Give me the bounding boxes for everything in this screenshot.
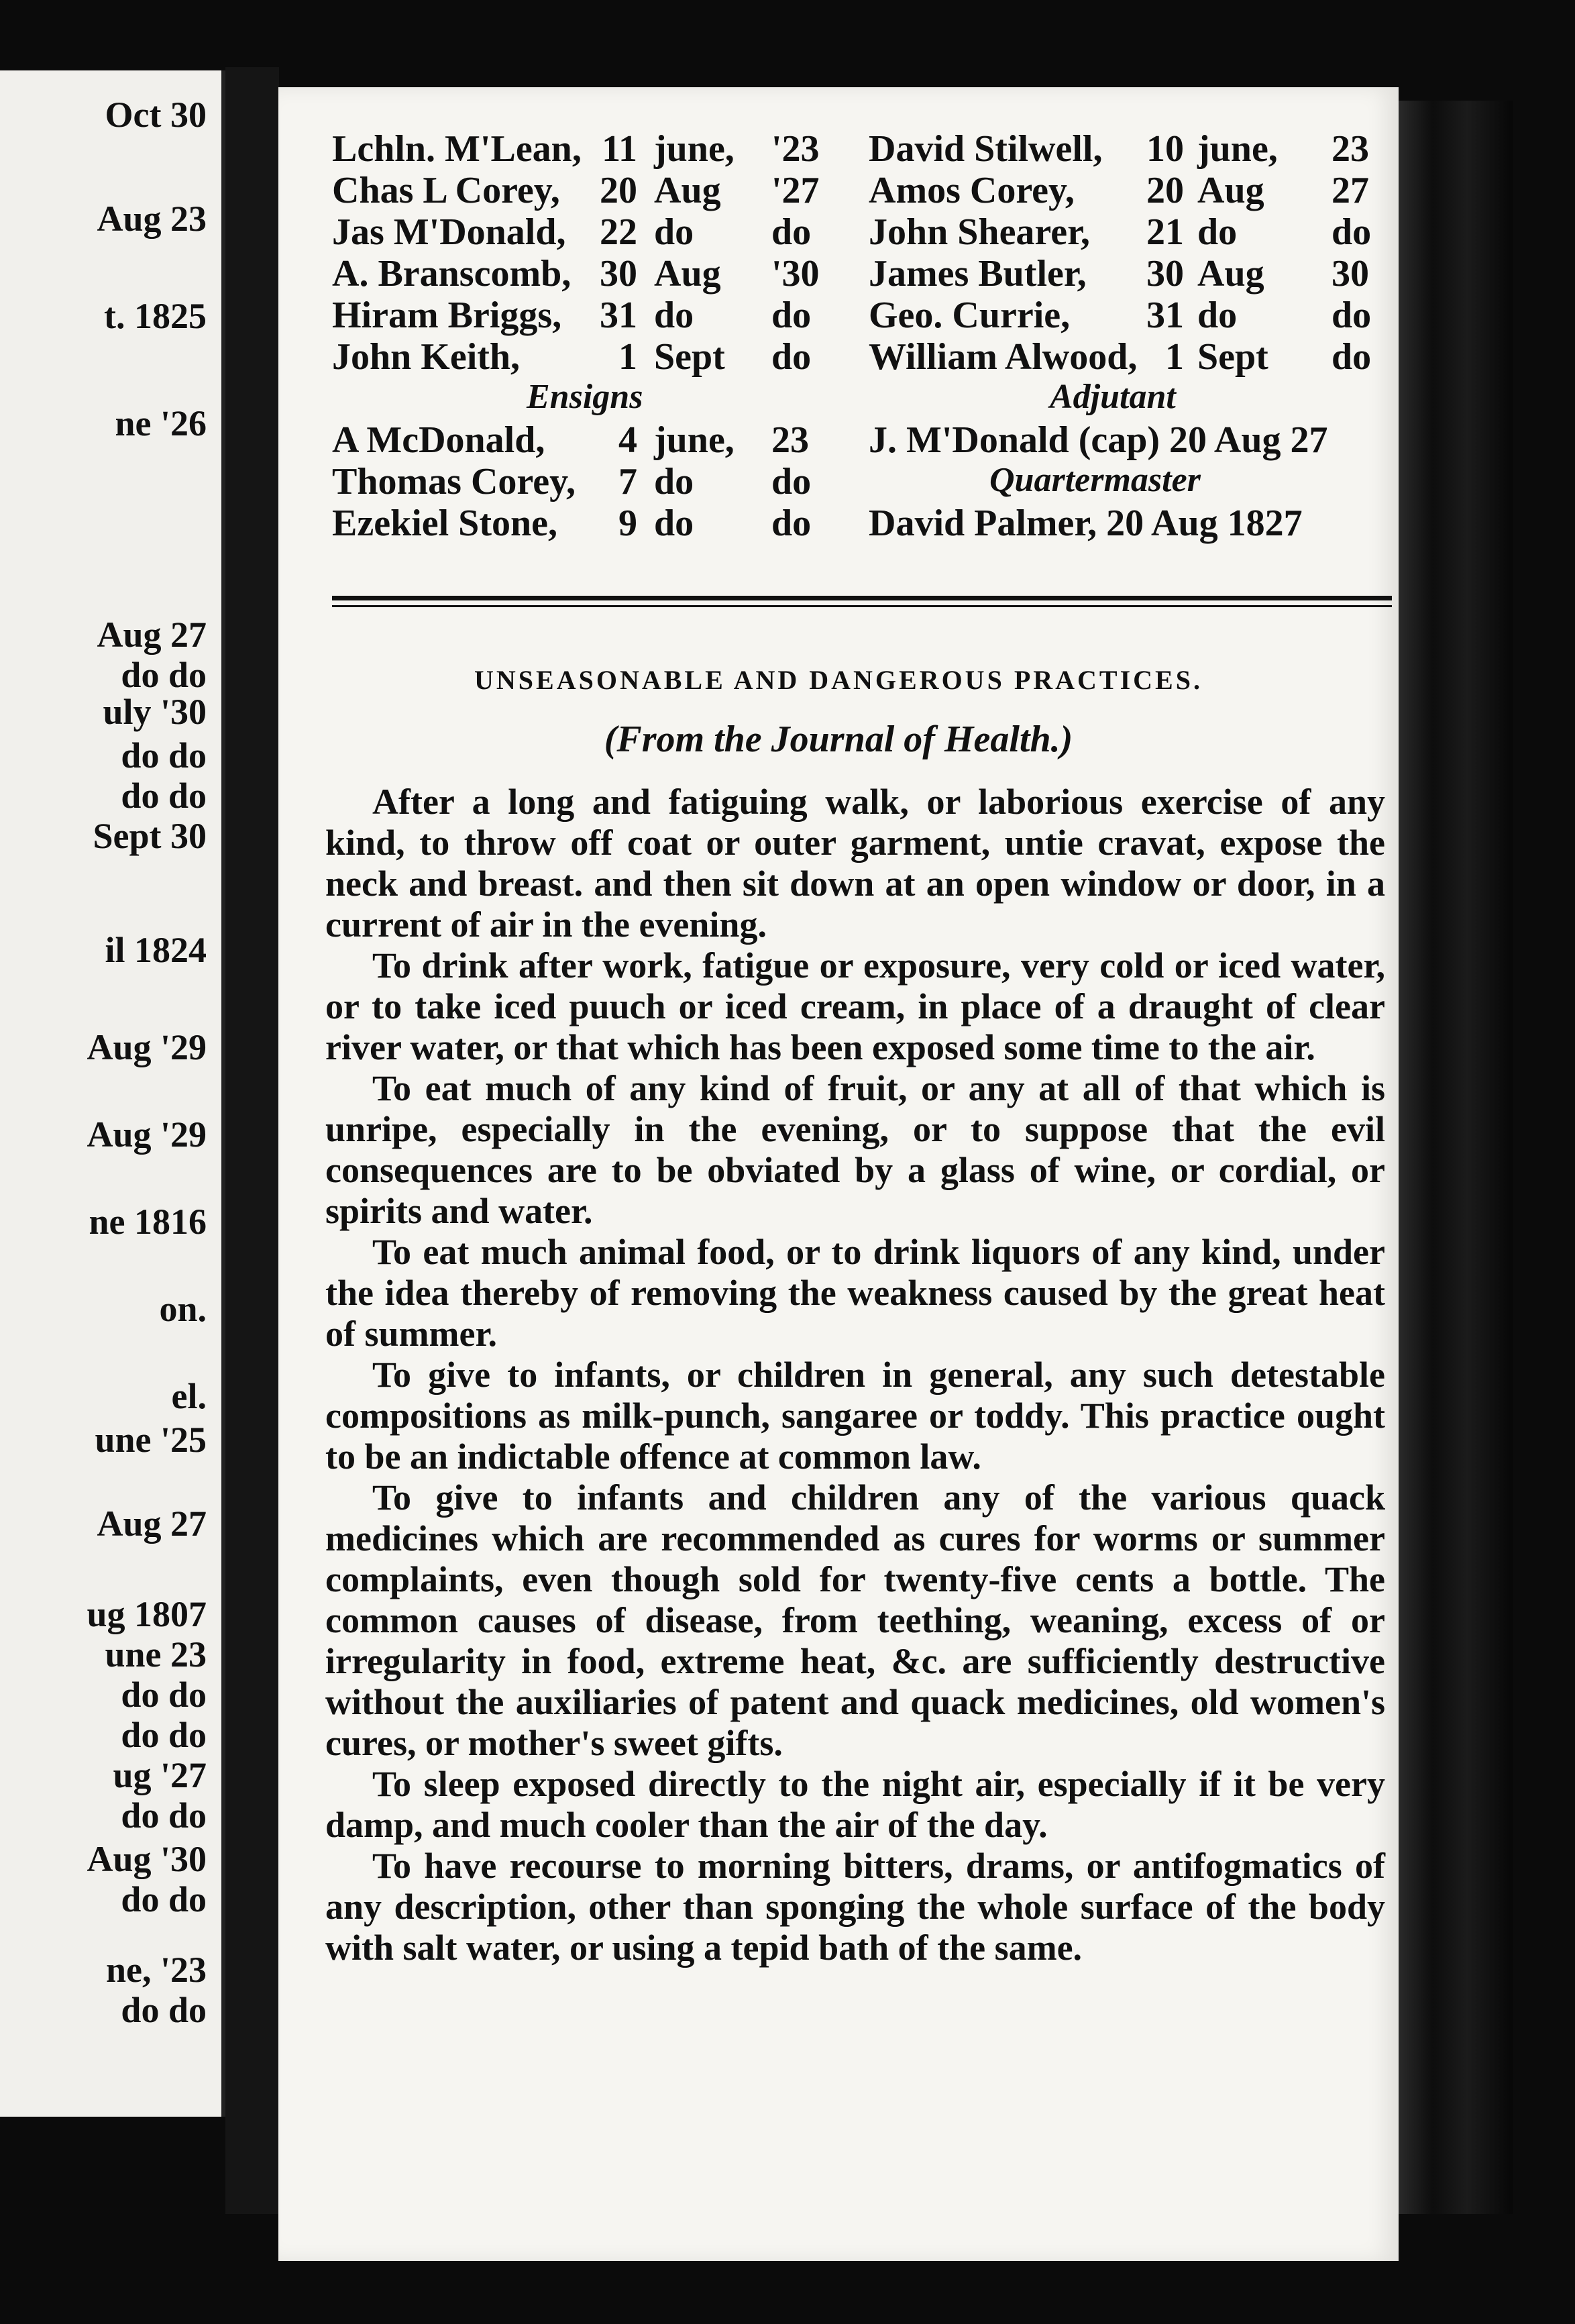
roster-day: 10 (1146, 128, 1184, 170)
left-page-fragment: do do (121, 1795, 207, 1836)
roster-left-column (332, 127, 855, 543)
roster-name: James Butler, (869, 253, 1087, 295)
roster-name: William Alwood, (869, 336, 1138, 378)
roster-day: 22 (600, 211, 637, 253)
roster-month: Sept (1197, 336, 1268, 378)
roster-row (332, 294, 855, 335)
roster-row (332, 252, 855, 294)
roster-row (332, 460, 855, 502)
roster-row (332, 211, 855, 252)
left-page-fragment: Aug 27 (97, 1503, 207, 1544)
roster-year: do (771, 295, 812, 336)
roster-name: Chas L Corey, (332, 170, 560, 211)
roster-month: Aug (654, 253, 721, 295)
article-paragraph: To have recourse to morning bitters, drams, or antifogmatics of any description, other than sponging the whole surface of the body with salt water, or using a tepid bath of the same. (325, 1846, 1385, 1968)
page-edge (1399, 101, 1513, 2214)
quartermaster-entry: David Palmer, 20 Aug 1827 (869, 503, 1303, 544)
roster-month: do (1197, 211, 1238, 253)
roster-year: do (1332, 295, 1372, 336)
roster-row (869, 127, 1392, 169)
left-page-fragment: do do (121, 776, 207, 816)
roster-year: 23 (771, 419, 809, 461)
book-gutter (225, 67, 279, 2214)
left-page-fragment: Sept 30 (93, 816, 207, 856)
article-paragraph: To eat much of any kind of fruit, or any at all of that which is unripe, especially in the evening, or to suppose that the evil consequences are to be obviated by a glass of wine, or cordial, or spirits and water. (325, 1068, 1385, 1231)
roster-row (332, 335, 855, 377)
roster-year: do (771, 211, 812, 253)
roster-year: '23 (771, 128, 820, 170)
roster-month: Aug (1197, 253, 1264, 295)
roster-row (332, 169, 855, 211)
roster-day: 20 (600, 170, 637, 211)
left-page-fragment: do do (121, 1675, 207, 1715)
roster-name: John Shearer, (869, 211, 1090, 253)
left-page-fragment: Aug '29 (87, 1114, 207, 1155)
left-page-fragment: il 1824 (105, 930, 207, 970)
article-paragraph: To drink after work, fatigue or exposure, very cold or iced water, or to take iced puuch or iced cream, in place of a draught of clear river water, or that which has been exposed some time to the air. (325, 945, 1385, 1067)
roster-day: 31 (1146, 295, 1184, 336)
roster-year: 30 (1332, 253, 1369, 295)
article-title: UNSEASONABLE AND DANGEROUS PRACTICES. (474, 665, 1203, 695)
roster-day: 11 (602, 128, 637, 170)
roster-year: '30 (771, 253, 820, 295)
article-paragraph: After a long and fatiguing walk, or laborious exercise of any kind, to throw off coat or outer garment, untie cravat, expose the neck and breast. and then sit down at an open window or door, in a current of air in the evening. (325, 782, 1385, 945)
article-source: (From the Journal of Health.) (604, 719, 1073, 760)
left-page-fragment: do do (121, 1715, 207, 1755)
roster-year: do (1332, 336, 1372, 378)
roster-month: do (654, 211, 694, 253)
roster-name: Ezekiel Stone, (332, 503, 557, 544)
left-page-fragment: do do (121, 655, 207, 695)
roster-heading (869, 377, 1392, 419)
left-page-fragment: do do (121, 1879, 207, 1919)
article-paragraph: To give to infants, or children in general, any such detestable compositions as milk-punch, sangaree or toddy. This practice ought to be an indictable offence at common law. (325, 1355, 1385, 1477)
roster-name: Hiram Briggs, (332, 295, 562, 336)
roster-day: 21 (1146, 211, 1184, 253)
left-page-fragment: Aug '29 (87, 1027, 207, 1067)
adjutant-entry: J. M'Donald (cap) 20 Aug 27 (869, 419, 1328, 461)
roster-day: 31 (600, 295, 637, 336)
roster-month: Aug (654, 170, 721, 211)
left-page-fragment: t. 1825 (104, 296, 207, 336)
left-page-fragment: Aug 27 (97, 615, 207, 655)
roster-month: Sept (654, 336, 725, 378)
roster-name: Geo. Currie, (869, 295, 1071, 336)
roster-heading-label: Adjutant (1050, 378, 1176, 416)
roster-day: 4 (618, 419, 637, 461)
roster-year: do (1332, 211, 1372, 253)
roster-year: 23 (1332, 128, 1369, 170)
roster-row (332, 502, 855, 543)
roster-month: Aug (1197, 170, 1264, 211)
roster-month: do (654, 295, 694, 336)
roster-name: Thomas Corey, (332, 461, 576, 503)
roster-day: 9 (618, 503, 637, 544)
roster-month: do (654, 461, 694, 503)
left-page-fragment: ug '27 (113, 1755, 207, 1795)
main-page (278, 87, 1399, 2261)
article-paragraph: To give to infants and children any of the various quack medicines which are recommended as cures for worms or summer complaints, even though sold for twenty-five cents a bottle. The common causes of disease, from teething, weaning, excess of or irregularity in food, extreme heat, &c. are sufficiently destructive without the auxiliaries of patent and quack medicines, old women's cures, or mother's sweet gifts. (325, 1477, 1385, 1763)
roster-month: june, (654, 128, 735, 170)
article-paragraph: To eat much animal food, or to drink liquors of any kind, under the idea thereby of removing the weakness caused by the great heat of summer. (325, 1232, 1385, 1354)
article-body (325, 782, 1385, 1968)
left-page-fragment: ne '26 (115, 403, 207, 443)
roster-month: june, (654, 419, 735, 461)
roster-heading (332, 377, 855, 419)
left-page-fragment: une 23 (105, 1634, 207, 1675)
roster-name: Jas M'Donald, (332, 211, 566, 253)
roster-name: A McDonald, (332, 419, 545, 461)
article-paragraph: To sleep exposed directly to the night air, especially if it be very damp, and much cooler than the air of the day. (325, 1764, 1385, 1845)
left-page-fragment: on. (159, 1289, 207, 1329)
roster-row (869, 294, 1392, 335)
left-page (0, 70, 225, 2117)
roster-day: 30 (1146, 253, 1184, 295)
roster-right-column (869, 127, 1392, 543)
left-page-fragment: Oct 30 (105, 95, 207, 135)
roster-row (869, 252, 1392, 294)
roster-month: june, (1197, 128, 1278, 170)
roster-row (332, 419, 855, 460)
roster-year: do (771, 336, 812, 378)
roster-row (869, 335, 1392, 377)
left-page-fragment: ug 1807 (87, 1594, 207, 1634)
left-page-fragment: une '25 (95, 1420, 207, 1460)
roster-day: 7 (618, 461, 637, 503)
roster-day: 30 (600, 253, 637, 295)
left-page-fragment: ne 1816 (89, 1202, 207, 1242)
roster-row (869, 211, 1392, 252)
left-page-fragment: do do (121, 735, 207, 776)
left-page-fragment: Aug 23 (97, 199, 207, 239)
left-page-fragment: ne, '23 (105, 1950, 207, 1990)
roster-heading-label: Ensigns (527, 378, 643, 416)
roster-year: do (771, 461, 812, 503)
roster-name: John Keith, (332, 336, 521, 378)
roster-heading-label: Quartermaster (989, 461, 1201, 499)
left-page-fragment: do do (121, 1990, 207, 2030)
roster-day: 20 (1146, 170, 1184, 211)
left-page-fragment: el. (171, 1376, 207, 1416)
roster-month: do (1197, 295, 1238, 336)
roster-year: 27 (1332, 170, 1369, 211)
roster-name: David Stilwell, (869, 128, 1103, 170)
roster-row (869, 169, 1392, 211)
left-page-fragment: Aug '30 (87, 1839, 207, 1879)
roster-name: Lchln. M'Lean, (332, 128, 582, 170)
left-page-fragment: uly '30 (103, 692, 207, 732)
roster-row (332, 127, 855, 169)
roster-heading (869, 460, 1392, 502)
roster-year: do (771, 503, 812, 544)
roster-day: 1 (618, 336, 637, 378)
roster-month: do (654, 503, 694, 544)
roster-day: 1 (1165, 336, 1184, 378)
roster-name: Amos Corey, (869, 170, 1075, 211)
roster-year: '27 (771, 170, 820, 211)
divider-thick (332, 596, 1392, 600)
divider-thin (332, 605, 1392, 607)
roster-name: A. Branscomb, (332, 253, 572, 295)
